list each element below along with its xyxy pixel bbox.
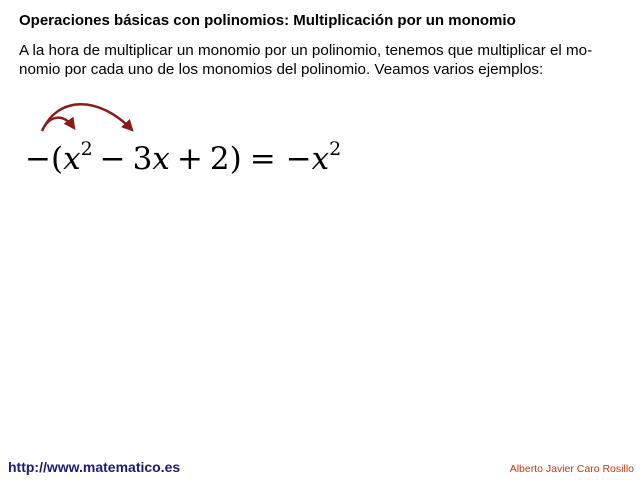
site-link[interactable]: http://www.matematico.es	[8, 459, 181, 475]
equation	[25, 127, 342, 177]
term2-variable: x	[152, 141, 170, 177]
term2-coefficient: 3	[132, 141, 153, 177]
open-paren: (	[50, 141, 64, 177]
intro-line-2: nomio por cada uno de los monomios del polinomio. Veamos varios ejemplos:	[19, 61, 544, 78]
term3-constant: 2	[209, 141, 230, 177]
result-exponent: 2	[329, 138, 342, 160]
term1-exponent: 2	[80, 138, 93, 160]
operator-plus: +	[176, 141, 203, 177]
result-variable: x	[311, 141, 330, 177]
monomial-minus: −	[25, 141, 51, 177]
author-credit: Alberto Javier Caro Rosillo	[509, 463, 634, 475]
term1-variable: x	[63, 141, 81, 177]
operator-minus: −	[99, 141, 126, 177]
result-minus: −	[285, 141, 312, 177]
intro-paragraph	[19, 41, 631, 79]
close-paren: )	[229, 141, 242, 177]
intro-line-1: A la hora de multiplicar un monomio por un polinomio, tenemos que multiplicar el mo-	[19, 42, 593, 59]
equals-sign: =	[249, 141, 276, 177]
page-title: Operaciones básicas con polinomios: Multiplicación por un monomio	[19, 12, 516, 29]
